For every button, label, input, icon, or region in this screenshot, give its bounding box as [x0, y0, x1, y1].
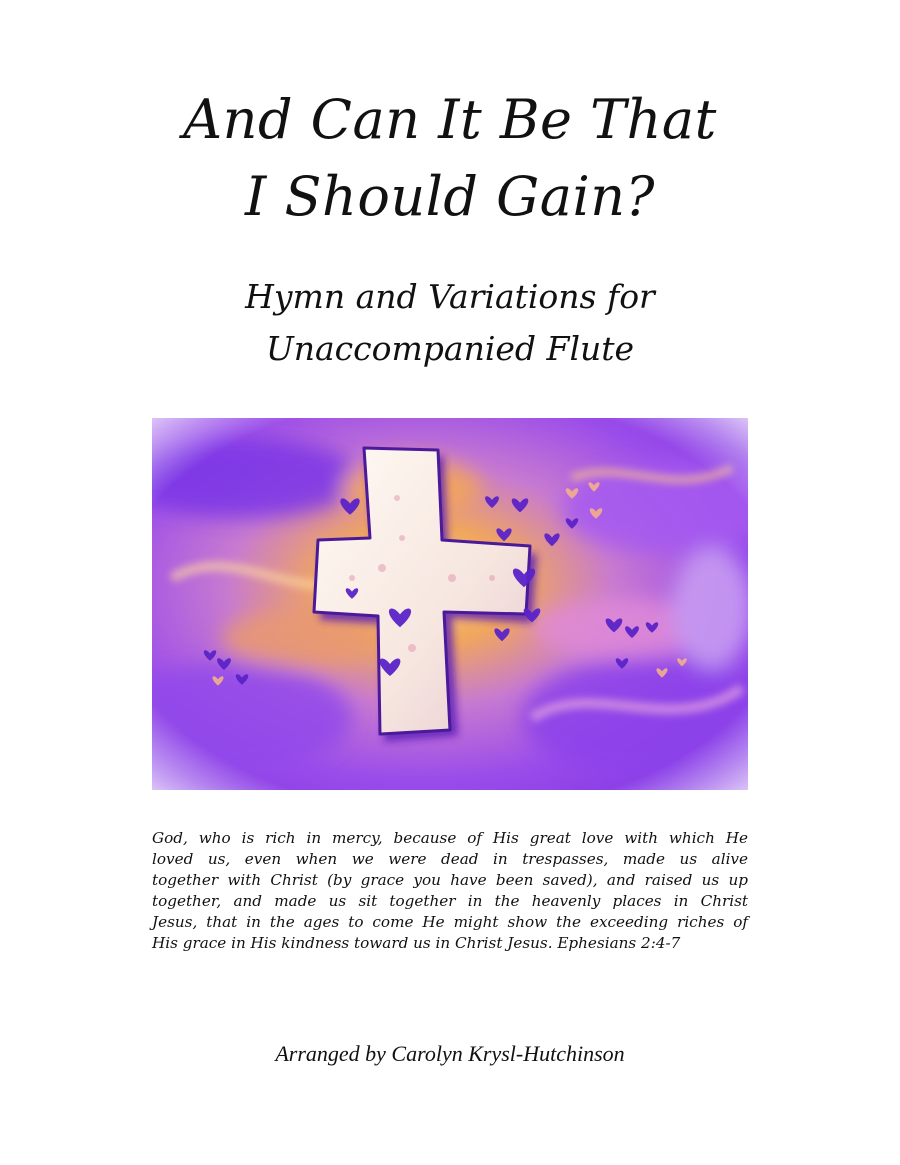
- scripture-line: His grace in His kindness toward us in Christ Jesus. Ephesians 2:4-7: [152, 934, 681, 952]
- cross-artwork: [152, 418, 748, 790]
- title-line-1: And Can It Be That: [183, 88, 717, 151]
- scripture-passage: [152, 828, 748, 954]
- scripture-line: together with Christ (by grace you have been saved), and raised us up: [152, 871, 748, 889]
- cross-with-hearts-illustration: [152, 418, 748, 790]
- subtitle-line-2: Unaccompanied Flute: [265, 329, 635, 368]
- scripture-line: Jesus, that in the ages to come He might show the exceeding riches of: [152, 913, 748, 931]
- scripture-line: God, who is rich in mercy, because of His great love with which He: [152, 829, 748, 847]
- arranger-credit: Arranged by Carolyn Krysl-Hutchinson: [275, 1041, 625, 1066]
- title-line-2: I Should Gain?: [245, 165, 655, 228]
- scripture-line: together, and made us sit together in the heavenly places in Christ: [152, 892, 748, 910]
- scripture-line: loved us, even when we were dead in trespasses, made us alive: [152, 850, 748, 868]
- subtitle-line-1: Hymn and Variations for: [245, 277, 655, 316]
